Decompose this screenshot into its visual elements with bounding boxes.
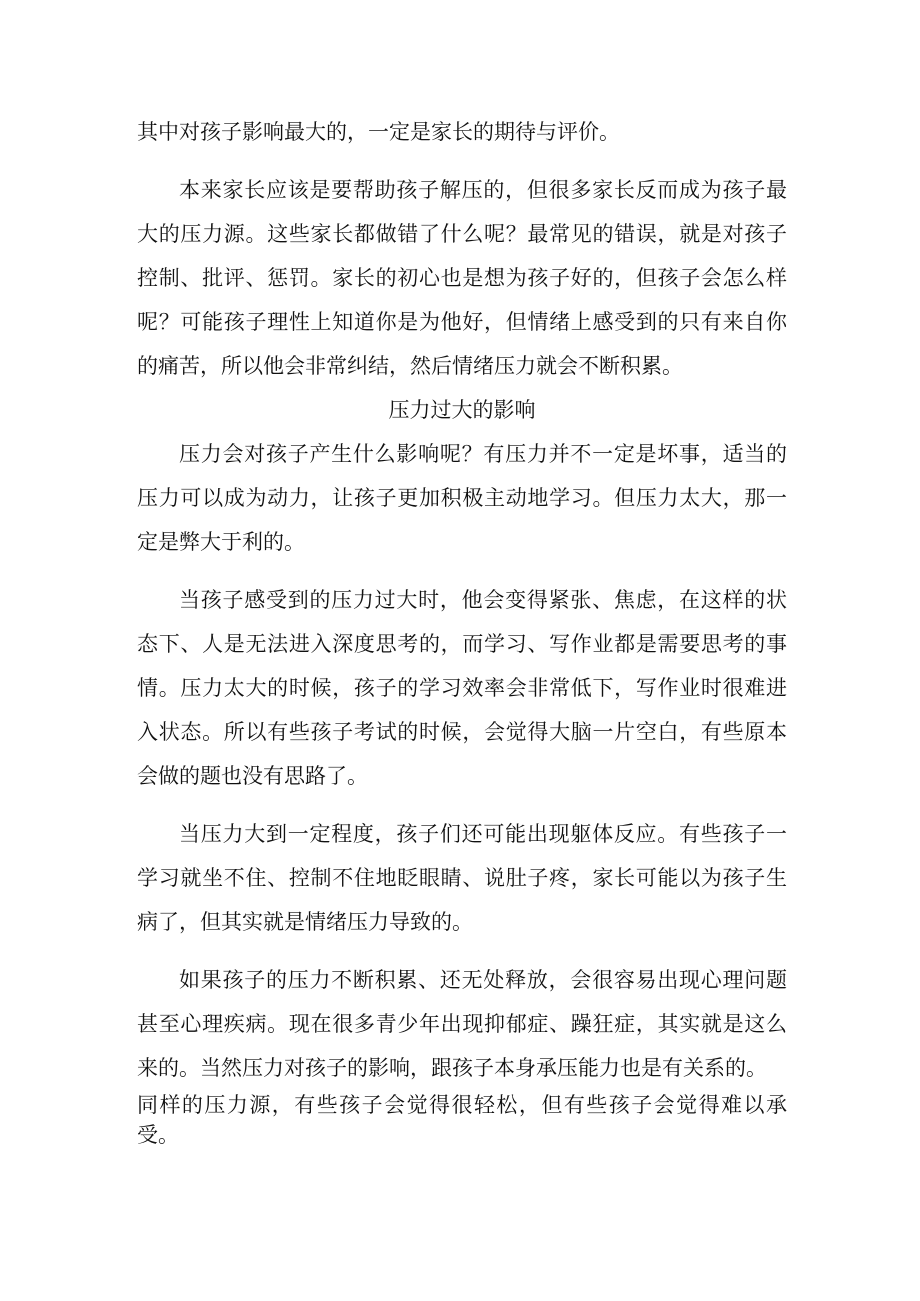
paragraph-6: 如果孩子的压力不断积累、还无处释放，会很容易出现心理问题甚至心理疾病。现在很多青少年出现抑郁症、躁狂症，其实就是这么来的。当然压力对孩子的影响，跟孩子本身承压能力也是有关系的。 (137, 968, 787, 1080)
paragraph-3: 压力会对孩子产生什么影响呢？有压力并不一定是坏事，适当的压力可以成为动力，让孩子更加积极主动地学习。但压力太大，那一定是弊大于利的。 (137, 442, 787, 554)
paragraph-7: 同样的压力源，有些孩子会觉得很轻松，但有些孩子会觉得难以承受。 (137, 1093, 787, 1147)
paragraph-1: 其中对孩子影响最大的，一定是家长的期待与评价。 (137, 120, 620, 144)
paragraph-5: 当压力大到一定程度，孩子们还可能出现躯体反应。有些孩子一学习就坐不住、控制不住地眨眼睛、说肚子疼，家长可能以为孩子生病了，但其实就是情绪压力导致的。 (137, 822, 787, 934)
paragraph-4: 当孩子感受到的压力过大时，他会变得紧张、焦虑，在这样的状态下、人是无法进入深度思考的，而学习、写作业都是需要思考的事情。压力太大的时候，孩子的学习效率会非常低下，写作业时很难进入状态。所以有些孩子考试的时候，会觉得大脑一片空白，有些原本会做的题也没有思路了。 (137, 588, 787, 788)
section-heading: 压力过大的影响 (388, 398, 536, 422)
paragraph-2: 本来家长应该是要帮助孩子解压的，但很多家长反而成为孩子最大的压力源。这些家长都做错了什么呢？最常见的错误，就是对孩子控制、批评、惩罚。家长的初心也是想为孩子好的，但孩子会怎么样呢？可能孩子理性上知道你是为他好，但情绪上感受到的只有来自你的痛苦，所以他会非常纠结，然后情绪压力就会不断积累。 (137, 178, 787, 378)
document-body (137, 110, 787, 1150)
